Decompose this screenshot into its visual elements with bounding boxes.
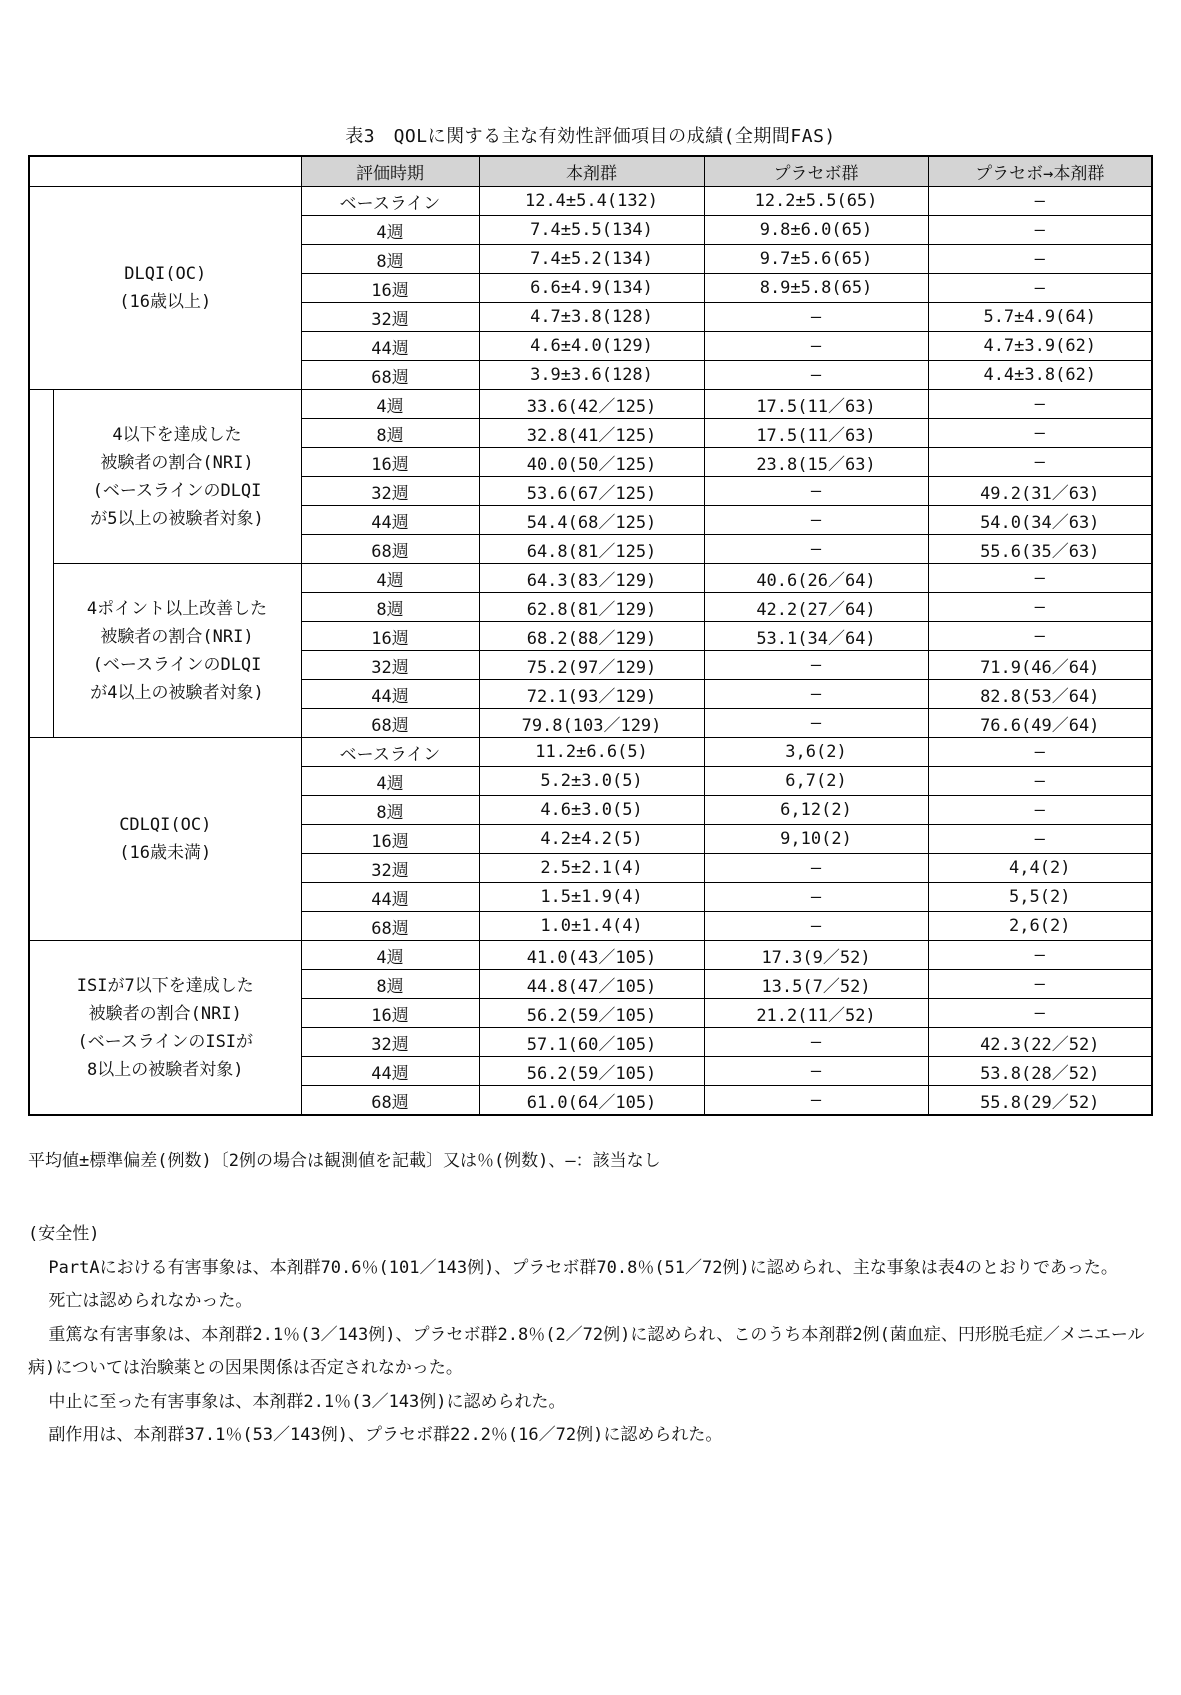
cell-placebo-to-drug-group: — (928, 796, 1152, 825)
cell-drug-group: 57.1(60／105) (479, 1028, 704, 1057)
cell-timepoint: 68週 (301, 912, 479, 941)
cell-placebo-group: 9.8±6.0(65) (704, 216, 928, 245)
cell-placebo-to-drug-group: — (928, 941, 1152, 970)
dlqi-gutter-cell (29, 390, 53, 738)
cell-timepoint: 44週 (301, 506, 479, 535)
cell-placebo-group: 23.8(15／63) (704, 448, 928, 477)
cell-placebo-to-drug-group: 55.8(29／52) (928, 1086, 1152, 1116)
table-row (29, 738, 1152, 767)
cell-placebo-group: — (704, 651, 928, 680)
table-row (29, 187, 1152, 216)
group-label (29, 738, 301, 941)
cell-placebo-to-drug-group: — (928, 390, 1152, 419)
cell-timepoint: ベースライン (301, 738, 479, 767)
cell-placebo-group: — (704, 361, 928, 390)
qol-results-table (28, 155, 1153, 1116)
group-label-line: CDLQI(OC) (119, 815, 212, 835)
cell-placebo-group: 17.5(11／63) (704, 390, 928, 419)
cell-placebo-group: — (704, 912, 928, 941)
cell-placebo-to-drug-group: — (928, 738, 1152, 767)
cell-timepoint: 68週 (301, 709, 479, 738)
cell-placebo-to-drug-group: — (928, 187, 1152, 216)
table-body (29, 187, 1152, 1116)
cell-placebo-to-drug-group: — (928, 216, 1152, 245)
cell-timepoint: 4週 (301, 216, 479, 245)
group-label-line: (ベースラインのISIが (77, 1031, 254, 1052)
cell-drug-group: 75.2(97／129) (479, 651, 704, 680)
cell-drug-group: 53.6(67／125) (479, 477, 704, 506)
table-header-row (29, 156, 1152, 187)
header-timepoint: 評価時期 (301, 156, 479, 187)
cell-timepoint: 4週 (301, 767, 479, 796)
group-label-line: 被験者の割合(NRI) (100, 452, 254, 473)
cell-placebo-group: 6,7(2) (704, 767, 928, 796)
safety-section (28, 1218, 1153, 1453)
cell-placebo-to-drug-group: — (928, 593, 1152, 622)
cell-timepoint: 16週 (301, 622, 479, 651)
cell-drug-group: 5.2±3.0(5) (479, 767, 704, 796)
group-label-line: (16歳未満) (119, 843, 212, 863)
table-row (29, 564, 1152, 593)
cell-placebo-group: — (704, 477, 928, 506)
cell-placebo-group: 3,6(2) (704, 738, 928, 767)
group-label-line: DLQI(OC) (124, 264, 207, 284)
cell-placebo-group: — (704, 709, 928, 738)
cell-drug-group: 1.5±1.9(4) (479, 883, 704, 912)
cell-placebo-group: 8.9±5.8(65) (704, 274, 928, 303)
cell-placebo-group: — (704, 1086, 928, 1116)
cell-placebo-group: 17.3(9／52) (704, 941, 928, 970)
table-row (29, 941, 1152, 970)
group-label-line: が4以上の被験者対象) (90, 682, 264, 703)
cell-drug-group: 11.2±6.6(5) (479, 738, 704, 767)
header-drug-group: 本剤群 (479, 156, 704, 187)
group-label-line: 被験者の割合(NRI) (100, 626, 254, 647)
cell-timepoint: 4週 (301, 941, 479, 970)
cell-drug-group: 4.6±4.0(129) (479, 332, 704, 361)
cell-placebo-group: 42.2(27／64) (704, 593, 928, 622)
cell-timepoint: 8週 (301, 419, 479, 448)
cell-drug-group: 44.8(47／105) (479, 970, 704, 999)
safety-paragraph: 重篤な有害事象は、本剤群2.1％(3／143例)、プラセボ群2.8％(2／72例)に認められ、このうち本剤群2例(菌血症、円形脱毛症／メニエール病)については治験薬との因果関係は否定されなかった。 (28, 1324, 1145, 1378)
cell-timepoint: 4週 (301, 564, 479, 593)
cell-placebo-to-drug-group: — (928, 448, 1152, 477)
cell-placebo-to-drug-group: 55.6(35／63) (928, 535, 1152, 564)
cell-timepoint: 16週 (301, 274, 479, 303)
cell-placebo-to-drug-group: 5.7±4.9(64) (928, 303, 1152, 332)
cell-placebo-group: — (704, 1057, 928, 1086)
safety-paragraph: 副作用は、本剤群37.1％(53／143例)、プラセボ群22.2％(16／72例)に認められた。 (48, 1425, 723, 1445)
cell-timepoint: 8週 (301, 796, 479, 825)
cell-placebo-to-drug-group: 5,5(2) (928, 883, 1152, 912)
cell-placebo-to-drug-group: — (928, 274, 1152, 303)
cell-timepoint: 32週 (301, 651, 479, 680)
cell-placebo-to-drug-group: — (928, 999, 1152, 1028)
cell-timepoint: 4週 (301, 390, 479, 419)
group-label-line: (16歳以上) (119, 292, 212, 312)
header-placebo-group: プラセボ群 (704, 156, 928, 187)
cell-drug-group: 32.8(41／125) (479, 419, 704, 448)
group-label (29, 941, 301, 1116)
cell-drug-group: 56.2(59／105) (479, 999, 704, 1028)
cell-drug-group: 4.7±3.8(128) (479, 303, 704, 332)
cell-placebo-group: 21.2(11／52) (704, 999, 928, 1028)
group-label (53, 390, 301, 564)
cell-timepoint: 44週 (301, 1057, 479, 1086)
cell-drug-group: 7.4±5.5(134) (479, 216, 704, 245)
cell-placebo-group: — (704, 883, 928, 912)
group-label-line: 8以上の被験者対象) (87, 1059, 244, 1080)
cell-drug-group: 2.5±2.1(4) (479, 854, 704, 883)
cell-drug-group: 61.0(64／105) (479, 1086, 704, 1116)
cell-timepoint: 8週 (301, 245, 479, 274)
group-label-line: ISIが7以下を達成した (76, 975, 254, 996)
cell-timepoint: 68週 (301, 1086, 479, 1116)
cell-timepoint: ベースライン (301, 187, 479, 216)
cell-placebo-group: 12.2±5.5(65) (704, 187, 928, 216)
cell-drug-group: 72.1(93／129) (479, 680, 704, 709)
cell-drug-group: 33.6(42／125) (479, 390, 704, 419)
cell-placebo-group: — (704, 506, 928, 535)
cell-placebo-group: — (704, 332, 928, 361)
safety-paragraph: PartAにおける有害事象は、本剤群70.6％(101／143例)、プラセボ群70.8％(51／72例)に認められ、主な事象は表4のとおりであった。 (48, 1257, 1118, 1278)
cell-placebo-to-drug-group: — (928, 564, 1152, 593)
cell-drug-group: 79.8(103／129) (479, 709, 704, 738)
cell-placebo-group: — (704, 1028, 928, 1057)
cell-placebo-to-drug-group: — (928, 767, 1152, 796)
cell-timepoint: 44週 (301, 680, 479, 709)
cell-placebo-to-drug-group: 4,4(2) (928, 854, 1152, 883)
header-blank-cell (29, 156, 301, 187)
cell-drug-group: 3.9±3.6(128) (479, 361, 704, 390)
cell-placebo-group: — (704, 854, 928, 883)
cell-timepoint: 68週 (301, 535, 479, 564)
cell-placebo-group: 17.5(11／63) (704, 419, 928, 448)
cell-placebo-group: 6,12(2) (704, 796, 928, 825)
cell-drug-group: 64.8(81／125) (479, 535, 704, 564)
cell-drug-group: 4.2±4.2(5) (479, 825, 704, 854)
group-label (29, 187, 301, 390)
cell-drug-group: 64.3(83／129) (479, 564, 704, 593)
cell-placebo-to-drug-group: 2,6(2) (928, 912, 1152, 941)
cell-placebo-group: 40.6(26／64) (704, 564, 928, 593)
cell-drug-group: 54.4(68／125) (479, 506, 704, 535)
cell-drug-group: 68.2(88／129) (479, 622, 704, 651)
cell-timepoint: 32週 (301, 477, 479, 506)
header-placebo-to-drug-group: プラセボ→本剤群 (928, 156, 1152, 187)
cell-timepoint: 44週 (301, 883, 479, 912)
cell-placebo-to-drug-group: — (928, 245, 1152, 274)
cell-placebo-to-drug-group: 71.9(46／64) (928, 651, 1152, 680)
cell-timepoint: 32週 (301, 303, 479, 332)
cell-placebo-group: — (704, 535, 928, 564)
cell-placebo-group: — (704, 680, 928, 709)
cell-drug-group: 1.0±1.4(4) (479, 912, 704, 941)
cell-placebo-to-drug-group: — (928, 970, 1152, 999)
group-label-line: 被験者の割合(NRI) (88, 1003, 242, 1024)
cell-timepoint: 68週 (301, 361, 479, 390)
cell-placebo-to-drug-group: — (928, 622, 1152, 651)
cell-timepoint: 16週 (301, 825, 479, 854)
cell-drug-group: 56.2(59／105) (479, 1057, 704, 1086)
cell-placebo-group: 53.1(34／64) (704, 622, 928, 651)
group-label-line: (ベースラインのDLQI (92, 480, 262, 501)
table-footnote: 平均値±標準偏差(例数)〔2例の場合は観測値を記載〕又は％(例数)、—：該当なし (28, 1151, 661, 1171)
cell-placebo-to-drug-group: — (928, 419, 1152, 448)
cell-placebo-group: — (704, 303, 928, 332)
cell-placebo-group: 9,10(2) (704, 825, 928, 854)
cell-timepoint: 44週 (301, 332, 479, 361)
safety-heading: (安全性) (28, 1224, 100, 1244)
cell-timepoint: 32週 (301, 1028, 479, 1057)
cell-placebo-group: 9.7±5.6(65) (704, 245, 928, 274)
safety-paragraph: 中止に至った有害事象は、本剤群2.1％(3／143例)に認められた。 (48, 1391, 566, 1412)
cell-drug-group: 41.0(43／105) (479, 941, 704, 970)
cell-drug-group: 12.4±5.4(132) (479, 187, 704, 216)
table-caption: 表3 QOLに関する主な有効性評価項目の成績(全期間FAS) (345, 126, 836, 147)
group-label-line: 4ポイント以上改善した (86, 598, 268, 619)
cell-drug-group: 40.0(50／125) (479, 448, 704, 477)
cell-drug-group: 6.6±4.9(134) (479, 274, 704, 303)
cell-timepoint: 16週 (301, 999, 479, 1028)
cell-placebo-to-drug-group: 4.7±3.9(62) (928, 332, 1152, 361)
cell-drug-group: 7.4±5.2(134) (479, 245, 704, 274)
group-label-line: (ベースラインのDLQI (92, 654, 262, 675)
cell-placebo-to-drug-group: 82.8(53／64) (928, 680, 1152, 709)
cell-timepoint: 32週 (301, 854, 479, 883)
cell-timepoint: 8週 (301, 593, 479, 622)
group-label-line: が5以上の被験者対象) (90, 508, 264, 529)
cell-placebo-to-drug-group: 53.8(28／52) (928, 1057, 1152, 1086)
safety-paragraph: 死亡は認められなかった。 (48, 1291, 253, 1311)
cell-placebo-to-drug-group: — (928, 825, 1152, 854)
group-label (53, 564, 301, 738)
cell-timepoint: 8週 (301, 970, 479, 999)
cell-placebo-to-drug-group: 49.2(31／63) (928, 477, 1152, 506)
cell-timepoint: 16週 (301, 448, 479, 477)
table-row (29, 390, 1152, 419)
cell-drug-group: 4.6±3.0(5) (479, 796, 704, 825)
cell-placebo-to-drug-group: 42.3(22／52) (928, 1028, 1152, 1057)
group-label-line: 4以下を達成した (112, 424, 242, 445)
cell-placebo-to-drug-group: 76.6(49／64) (928, 709, 1152, 738)
cell-placebo-to-drug-group: 54.0(34／63) (928, 506, 1152, 535)
cell-placebo-group: 13.5(7／52) (704, 970, 928, 999)
cell-drug-group: 62.8(81／129) (479, 593, 704, 622)
cell-placebo-to-drug-group: 4.4±3.8(62) (928, 361, 1152, 390)
